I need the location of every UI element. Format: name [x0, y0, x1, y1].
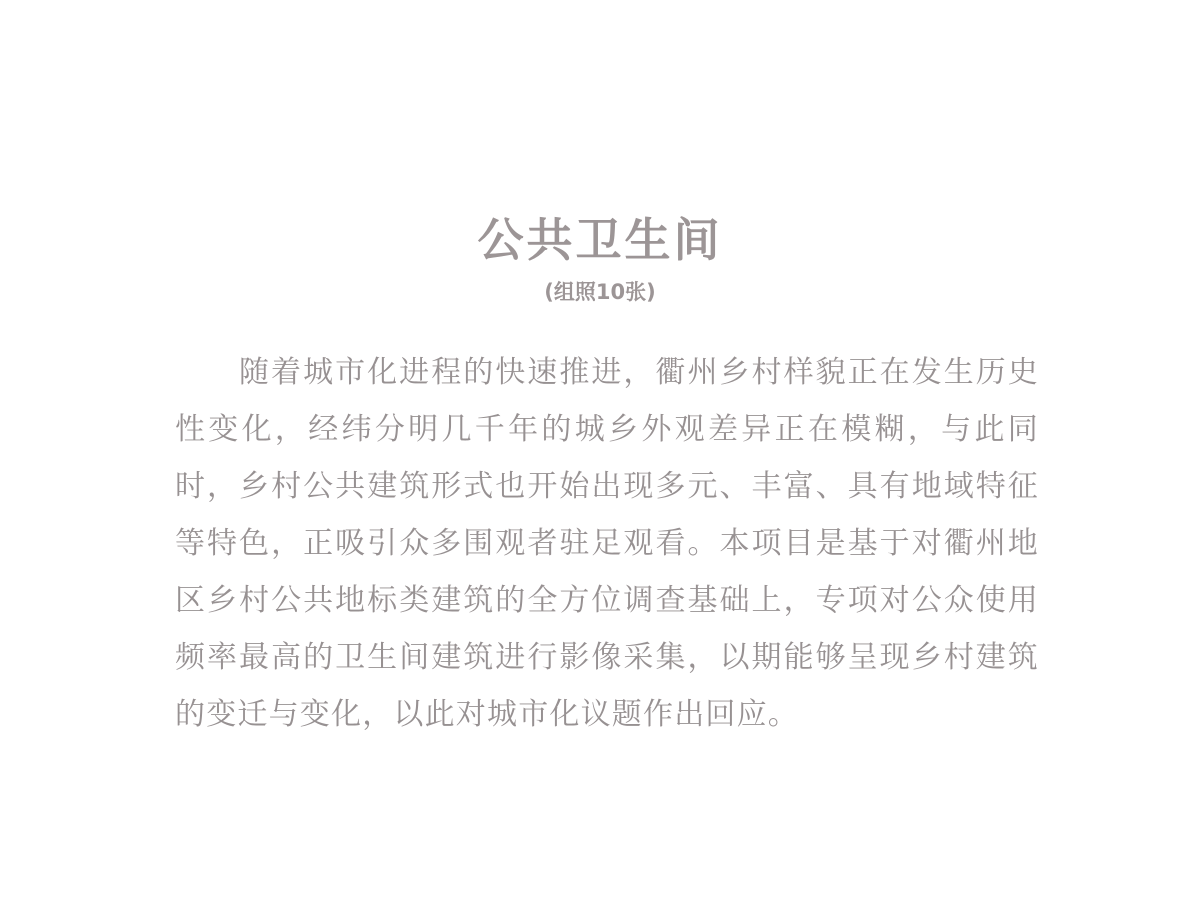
body-paragraph: 随着城市化进程的快速推进，衢州乡村样貌正在发生历史性变化，经纬分明几千年的城乡外观差异正在模糊，与此同时，乡村公共建筑形式也开始出现多元、丰富、具有地域特征等特色，正吸引众多围观者驻足观看。本项目是基于对衢州地区乡村公共地标类建筑的全方位调查基础上，专项对公众使用频率最高的卫生间建筑进行影像采集，以期能够呈现乡村建筑的变迁与变化，以此对城市化议题作出回应。 — [175, 355, 1039, 732]
document-title: 公共卫生间 — [477, 212, 723, 267]
document-subtitle: (组照10张) — [544, 280, 656, 304]
